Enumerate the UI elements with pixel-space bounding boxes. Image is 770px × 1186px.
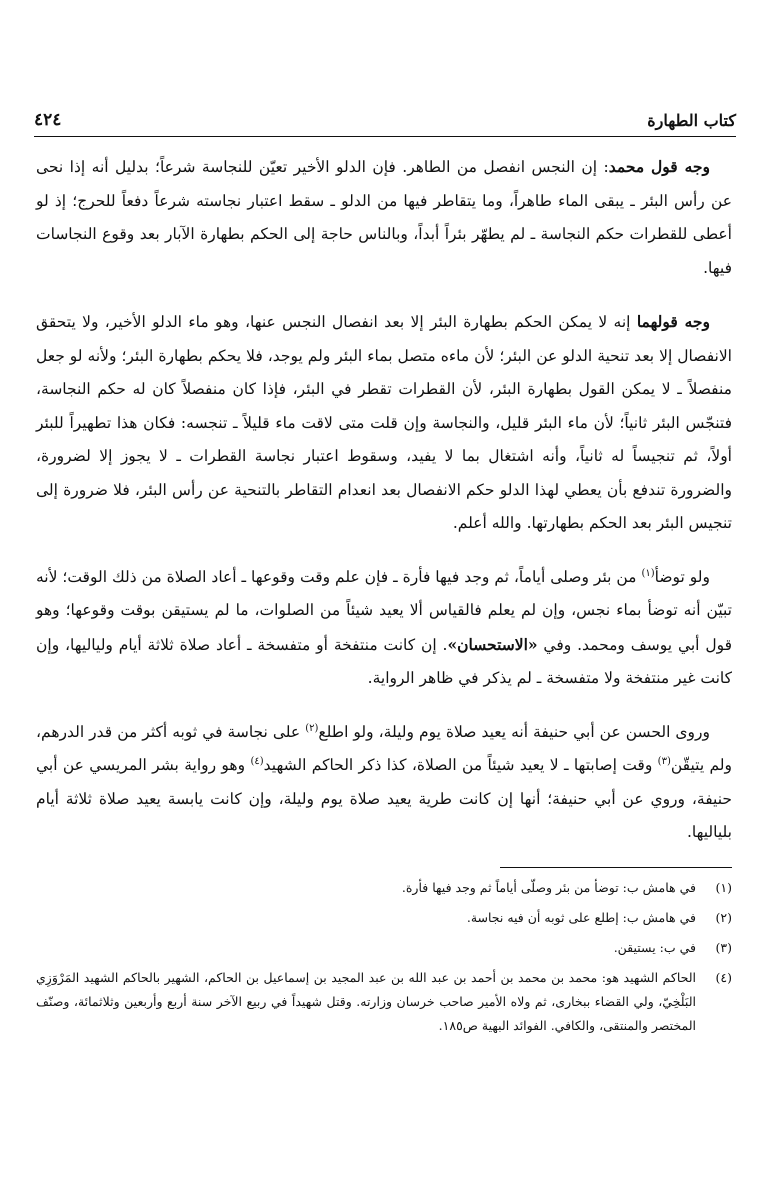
running-header [34, 100, 736, 130]
paragraph-body: وهو رواية بشر المريسي عن أبي حنيفة، وروي عن أبي حنيفة؛ أنها إن كانت طرية يعيد صلاة يوم وليلة، وإن كانت يابسة يعيد صلاة ثلاثة أيام بلياليها. [36, 756, 732, 841]
paragraph-body: : إن النجس انفصل من الطاهر. فإن الدلو الأخير تعيّن للنجاسة شرعاً؛ بدليل أنه إذا نحى عن رأس البئر ـ يبقى الماء طاهراً، وما يتقاطر فيها من الدلو ـ سقط اعتبار نجاسته شرعاً دفعاً للحرج؛ إذ لو أعطى للقطرات حكم النجاسة ـ لم يطهّر بئراً أبداً، وبالناس حاجة إلى الحكم بطهارة الآبار بعد وقوع النجاسات فيها. [36, 158, 732, 277]
footnote-item [36, 966, 732, 1038]
footnotes [36, 876, 732, 1044]
footnote-text: الحاكم الشهيد هو: محمد بن محمد بن أحمد بن عبد الله بن عبد المجيد بن إسماعيل بن الحاكم، الشهير بالحاكم الشهيد المَرْوَزِي البَلْخِيّ، ولي القضاء ببخارى، ثم ولاه الأمير صاحب خرسان وزارته. وقتل شهيداً في ربيع الآخر سنة أربع وأربعين وثلاثمائة، وصنّف المختصر والمنتقى، والكافي. الفوائد البهية ص١٨٥. [36, 970, 696, 1033]
footnote-item [36, 906, 732, 930]
footnote-item [36, 876, 732, 900]
footnote-number: (٣) [715, 940, 732, 955]
paragraph-body: . إن كانت منتفخة أو متفسخة ـ أعاد صلاة ثلاثة أيام ولياليها، وإن كانت غير منتفخة ولا متفسخة ـ لم يذكر في ظاهر الرواية. [36, 635, 732, 687]
paragraph-body: ولو توضأ [654, 567, 710, 586]
footnote-ref-2[interactable]: (٢) [305, 722, 319, 734]
paragraph-body: وقت إصابتها ـ لا يعيد شيئاً من الصلاة، كذا ذكر الحاكم الشهيد [263, 756, 658, 774]
footnote-ref-3[interactable]: (٣) [657, 755, 671, 767]
paragraph-muhammad-view [36, 150, 732, 285]
page-number: ٤٢٤ [34, 110, 62, 130]
footnote-divider [500, 867, 732, 868]
footnote-number: (٢) [715, 910, 732, 925]
footnote-text: في هامش ب: توضأ من بئر وصلّى أياماً ثم وجد فيها فأرة. [401, 880, 696, 895]
footnote-ref-1[interactable]: (١) [641, 567, 655, 579]
footnote-text: في هامش ب: إطلع على ثوبه أن فيه نجاسة. [466, 910, 696, 925]
paragraph-body: على نجاسة في ثوبه أكثر من قدر الدرهم، ولم يتيقّن [36, 722, 733, 774]
footnote-text: في ب: يستيقن. [613, 940, 696, 955]
paragraph-body: وروى الحسن عن أبي حنيفة أنه يعيد صلاة يوم وليلة، ولو اطلع [318, 722, 710, 741]
highlighted-term: «الاستحسان» [447, 634, 538, 654]
chapter-title: كتاب الطهارة [647, 111, 736, 130]
footnote-number: (٤) [715, 970, 732, 985]
paragraph-body: إنه لا يمكن الحكم بطهارة البئر إلا بعد انفصال النجس عنها، وهو ماء الدلو الأخير، ولا يتحقق الانفصال إلا بعد تنحية الدلو عن البئر؛ لأن ماءه متصل بماء البئر ولم يوجد، فلا يحكم بطهارة البئر؛ ولأنه لو جعل منفصلاً ـ لا يمكن القول بطهارة البئر، لأن القطرات تقطر في البئر، فإذا كان منفصلاً كان له حكم النجاسة، فتنجّس البئر ثانياً؛ لأن ماء البئر قليل، والنجاسة وإن قلت متى لاقت ماء قليلاً ـ تنجسه: فكان هذا تطهيراً للبئر أولاً، ثم تنجيساً له ثانياً، وأنه اشتغال بما لا يفيد، وسقوط اعتبار نجاسة القطرات ـ لا يجوز إلا لضرورة، والضرورة تندفع بأن يعطي لهذا الدلو حكم الانفصال بعد انعدام التقاطر بالتنحية عن رأس البئر، فلا ضرورة إلى تنجيس البئر بعد الحكم بطهارتها. والله أعلم. [36, 313, 732, 532]
paragraph-ablution-case [36, 561, 732, 696]
header-divider [34, 136, 736, 137]
paragraph-lead: وجه قول محمد [608, 157, 710, 176]
main-text [36, 150, 732, 870]
paragraph-lead: وجه قولهما [636, 312, 710, 331]
paragraph-body: من بئر وصلى أياماً، ثم وجد فيها فأرة ـ فإن علم وقت وقوعها ـ أعاد الصلاة من ذلك الوقت؛ لأنه تبيّن أنه توضأ بماء نجس، وإن لم يعلم فالقياس ألا يعيد شيئاً من الصلوات، ما لم يستيقن بوقت وقوعها؛ وهو قول أبي يوسف ومحمد. وفي [36, 567, 733, 654]
paragraph-their-view [36, 305, 732, 541]
footnote-item [36, 936, 732, 960]
paragraph-hasan-narration [36, 716, 732, 850]
footnote-ref-4[interactable]: (٤) [250, 755, 264, 767]
footnote-number: (١) [715, 880, 732, 895]
